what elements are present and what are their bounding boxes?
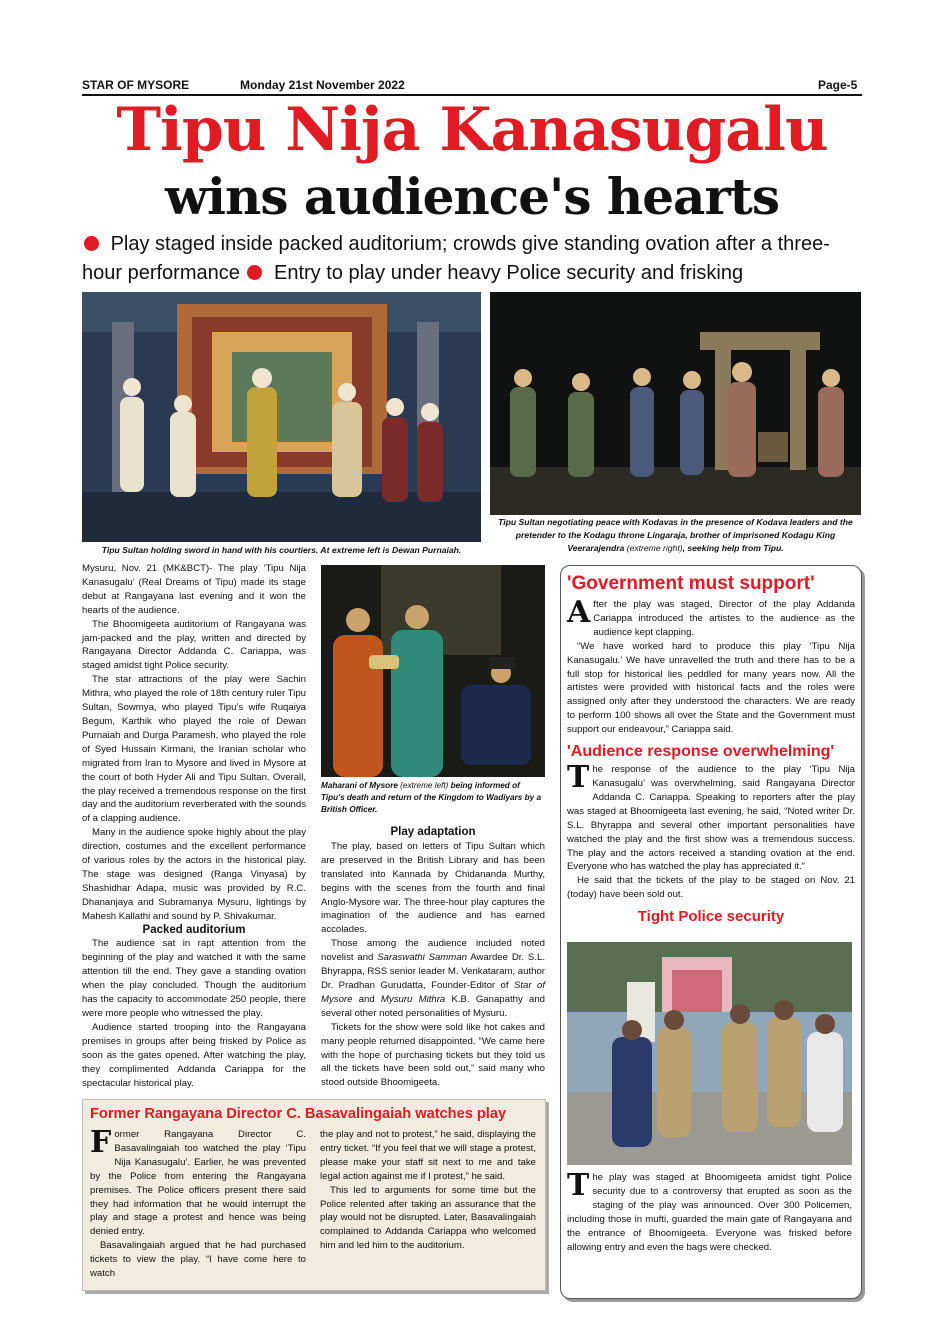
issue-date: Monday 21st November 2022 — [240, 78, 405, 92]
story-paragraph: The audience sat in rapt attention from the beginning of the play and watched it with the same attention till the end. They gave a standing ovation when the play concluded. Though the auditorium has the capacity to accommodate 250 people, there were more people who witnessed the play. — [82, 938, 306, 1019]
caption-middle-text-a: Maharani of Mysore — [321, 781, 401, 790]
text-span: and — [352, 993, 381, 1005]
box-paragraph: fter the play was staged, Director of the play Addanda Cariappa introduced the artistes to the audience as the audience kept clapping. — [593, 599, 855, 638]
caption-right-text-c: , seeking help from Tipu. — [682, 543, 784, 553]
story-paragraph: The Bhoomigeeta auditorium of Rangayana was jam-packed and the play, written and directed by Rangayana Director Addanda C. Cariappa, was staged amidst tight Police security. — [82, 618, 306, 672]
story-column-2 — [321, 826, 545, 1090]
deck-part-2: Entry to play under heavy Police security and frisking — [274, 262, 744, 284]
drop-cap: T — [567, 760, 590, 796]
box-paragraph: ormer Rangayana Director C. Basavalingaiah too watched the play ‘Tipu Nija Kanasugalu’. Earlier, he was prevented by the Police from entering the Rangayana premises. The Police officers present there said they had information that he would interrupt the play and stage a protest and hence was being denied entry. — [90, 1129, 306, 1238]
box-paragraph: the play and not to protest,” he said, displaying the entry ticket. “If you feel that we will stage a protest, please make your staff sit next to me and take legal action against me if I protest,” he said. — [320, 1129, 536, 1182]
text-span: Those among the audience included noted novelist and — [321, 938, 545, 964]
award-name: Saraswathi Samman — [377, 952, 467, 964]
caption-left-photo: Tipu Sultan holding sword in hand with his courtiers. At extreme left is Dewan Purnaiah. — [101, 545, 462, 555]
box-bottom-right — [320, 1128, 536, 1253]
paper-name: STAR OF MYSORE — [82, 78, 190, 92]
box-paragraph: he play was staged at Bhoomigeeta amidst tight Police security due to a controversy that erupted as soon as the staging of the play was announced. Over 300 Policemen, including those in mufti, guarded the main gate of Rangayana and the entrance of Bhoomigeeta. Everyone was frisked before allowing entry and even the bags were checked. — [567, 1172, 852, 1253]
caption-right-photo — [490, 516, 861, 555]
sidebar-content — [567, 572, 855, 928]
caption-right-text-a: Tipu Sultan negotiating peace with Kodavas in the presence of Kodava leaders and the pretender to the Kodagu throne Lingaraja, brother of imprisoned Kodagu King Veerarajendra — [498, 517, 853, 553]
box-paragraph: he response of the audience to the play ‘Tipu Nija Kanasugalu’ was overwhelming, said Rangayana Director Addanda C. Cariappa. Speaking to reporters after the play was staged at Bhoomigeeta last evening, he said, “Noted writer Dr. S.L. Bhyrappa and several other important personalities have watched the play and the first show was a tremendous success. The play and the actors received a standing ovation at the end. Everyone who has watched the play has appreciated it.” — [567, 764, 855, 873]
photo-tipu-kodavas — [490, 292, 861, 515]
bullet-dot-icon — [84, 236, 99, 251]
story-paragraph: Audience started trooping into the Rangayana premises in groups after being frisked by Police as soon as the gates opened. After watching the play, they complimented Addanda Cariappa for the spectacular historical play. — [82, 1021, 306, 1089]
subhead-packed-auditorium: Packed auditorium — [142, 923, 246, 936]
publication-name: Mysuru Mithra — [380, 993, 446, 1005]
box-section-government — [567, 595, 855, 737]
drop-cap: A — [567, 595, 591, 630]
box-title-audience: 'Audience response overwhelming' — [567, 743, 835, 761]
page-number: Page-5 — [818, 78, 858, 92]
caption-middle-text-b: (extreme left) — [400, 781, 449, 790]
box-paragraph: He said that the tickets of the play to be staged on Nov. 21 (today) have been sold out. — [567, 875, 855, 901]
box-paragraph: Basavalingaiah argued that he had purchased tickets to view the play. “I have come here to watch — [90, 1240, 306, 1280]
bullet-dot-icon — [247, 265, 262, 280]
caption-middle-photo — [321, 780, 545, 816]
photo-tipu-courtiers — [82, 292, 481, 542]
box-paragraph: “We have worked hard to produce this play ‘Tipu Nija Kanasugalu.’ We have unravelled the truth and there has to be a full stop for historical lies peddled for many years now. All the artistes were provided with historical facts and the roles were assigned only after they understood the characters. We are ready to perform 100 shows all over the State and the Government must support our endeavour,” Cariappa said. — [567, 640, 855, 736]
story-paragraph: Many in the audience spoke highly about the play direction, costumes and the excellent performance of various roles by the actors in the historical play. The stage was designed (Ranga Vinyasa) by Shashidhar Adapa, music was provided by R.C. Dhananjaya and Subramanya Mysuru, lightings by Mahesh Kallathi and sound by P. Shivakumar. — [82, 827, 306, 922]
story-paragraph: Tickets for the show were sold like hot cakes and many people returned disappointed. “We came here with the hope of purchasing tickets but they told us all the tickets have been sold out,” said many who stood outside Bhoomigeeta. — [321, 1021, 545, 1089]
deck-part-1: Play staged inside packed auditorium; crowds give standing ovation after a three-hour performance — [82, 233, 830, 284]
deck — [82, 230, 864, 288]
box-section-police — [567, 1168, 852, 1254]
story-paragraph: Mysuru, Nov. 21 (MK&BCT)- The play ‘Tipu Nija Kanasugalu’ (Real Dreams of Tipu) made its stage debut at Rangayana last evening and it won the hearts of the audience. — [82, 563, 306, 616]
box-paragraph: This led to arguments for some time but the Police relented after taking an assurance that the play would not be disrupted. Later, Basavalingaiah complained to Addanda Cariappa who welcomed him and led him to the auditorium. — [320, 1184, 536, 1252]
headline-line-2: wins audience's hearts — [164, 167, 780, 226]
publication-name: Star of Mysore — [321, 979, 546, 1005]
story-paragraph: The star attractions of the play were Sachin Mithra, who played the role of 18th century ruler Tipu Sultan, Sowmya, who played Tipu’s wife Ruqaiya Begum, Karthik who played the role of Dewan Purnaiah and Durga Paramesh, who played the role of Syed Hussain Kirmani, the Iranian scholar who migrated from Iran to Mysore and lived in Mysore at the court of both Hyder Ali and Tipu Sultan. Overall, the play received a tremendous response on the first day and the auditorium reverberated with the sounds of a clapping audience. — [82, 674, 306, 825]
text-span: Awardee Dr. S.L. Bhyrappa, RSS senior leader M. Venkataram, author Dr. Pradhan Gurudatta, Founder-Editor of — [321, 952, 545, 991]
story-paragraph: The play, based on letters of Tipu Sultan which are preserved in the British Library and has been translated into Kannada by Chidananda Murthy, begins with the scenes from the fourth and final Anglo-Mysore war. The three-hour play captures the imagination of the audience and has earned accolades. — [321, 840, 545, 936]
box-title-basavalingaiah: Former Rangayana Director C. Basavalingaiah watches play — [90, 1106, 507, 1122]
photo-maharani — [321, 565, 545, 777]
caption-right-text-b: (extreme right) — [626, 543, 683, 553]
story-column-1 — [82, 562, 306, 1090]
text-span: K.B. Ganapathy and several other noted personalities of Mysuru. — [321, 993, 545, 1019]
subhead-play-adaptation: Play adaptation — [390, 826, 476, 838]
box-section-audience — [567, 760, 855, 902]
story-paragraph — [321, 937, 545, 1020]
drop-cap: F — [90, 1125, 112, 1160]
box-title-government: 'Government must support' — [567, 573, 815, 594]
box-bottom-left — [90, 1125, 306, 1281]
box-title-police: Tight Police security — [637, 908, 785, 926]
caption-middle-text-c: being informed of Tipu's death and return of the Kingdom to Wadiyars by a British Officer. — [321, 781, 541, 814]
drop-cap: T — [567, 1168, 590, 1203]
headline-line-1: Tipu Nija Kanasugalu — [116, 95, 828, 165]
photo-police-security — [567, 942, 852, 1165]
